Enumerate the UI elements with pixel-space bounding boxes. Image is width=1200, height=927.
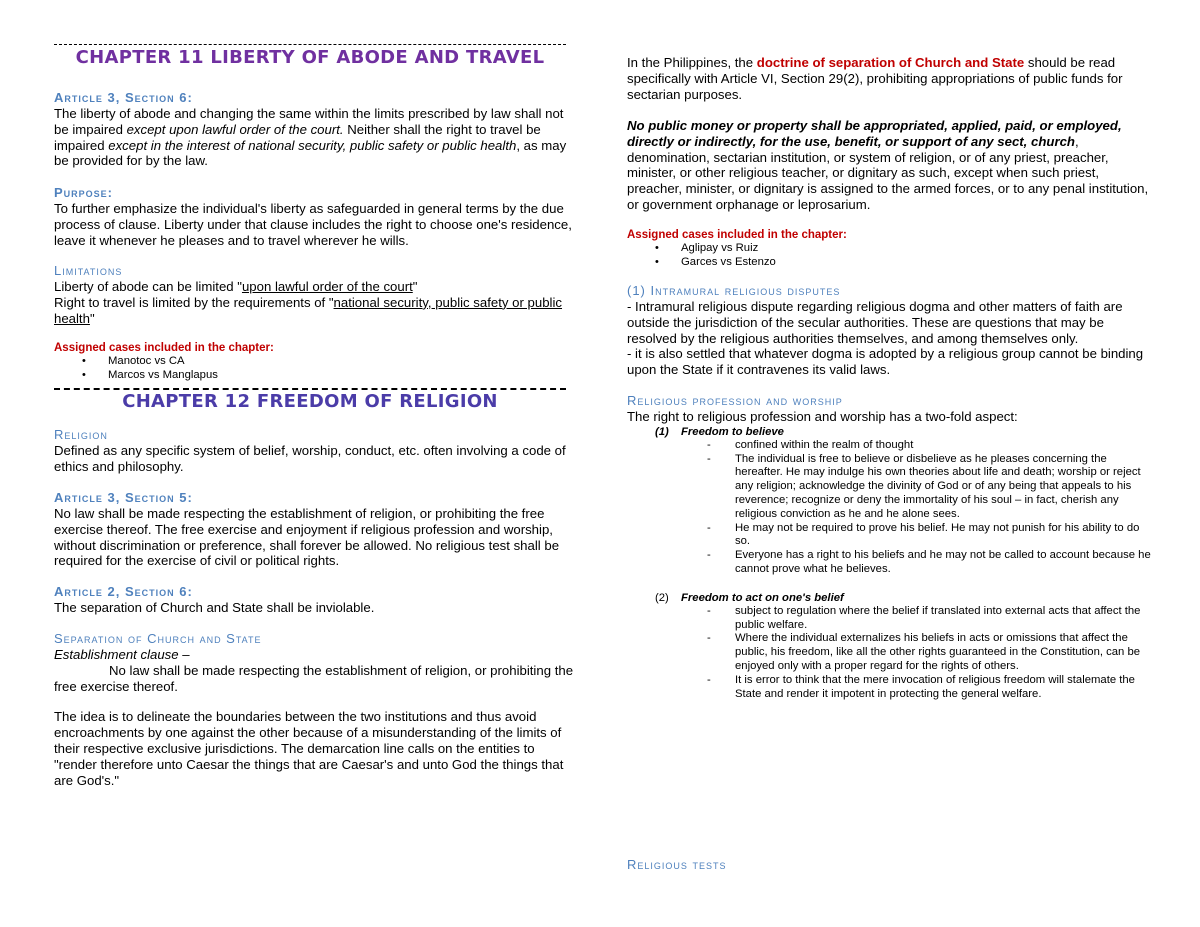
list-item: - Everyone has a right to his beliefs and he may not be called to account because he cannot prove what he believes. — [735, 549, 1152, 577]
freedom-to-believe-list — [627, 439, 1152, 577]
chapter-11-title: CHAPTER 11 LIBERTY OF ABODE AND TRAVEL — [75, 47, 545, 68]
profession-section — [627, 393, 1152, 701]
section-body: - it is also settled that whatever dogma is adopted by a religious group cannot be binding upon the State if it contravenes its valid laws. — [627, 346, 1144, 378]
establishment-clause: Establishment clause – — [54, 647, 190, 662]
section-heading: Article 3, Section 5: — [54, 490, 193, 505]
limitations-section — [54, 263, 579, 326]
freedom-to-act-heading: (2) Freedom to act on one's belief — [655, 591, 844, 604]
religion-section — [54, 427, 579, 475]
list-item: • Manotoc vs CA — [108, 355, 579, 369]
list-item: - Where the individual externalizes his beliefs in acts or omissions that affect the public, his freedom, like all the other rights guaranteed in the Constitution, can be enjoyed only with a proper regard for the rights of others. — [735, 632, 1152, 673]
list-item: • Aglipay vs Ruiz — [681, 242, 1152, 256]
section-body: The liberty of abode and changing the same within the limits prescribed by law shall not be impaired except upon lawful order of the court. Neither shall the right to travel be impaired except in the interest of national security, public safety or public health, as may be provided for by the law. — [54, 106, 567, 169]
intramural-section — [627, 283, 1152, 378]
article-3-section-5 — [54, 490, 579, 569]
list-item: • Garces vs Estenzo — [681, 256, 1152, 270]
section-heading: Religion — [54, 427, 108, 442]
case-list — [54, 355, 579, 383]
section-heading: Separation of Church and State — [54, 631, 262, 646]
section-heading: Religious tests — [627, 857, 727, 872]
list-item: • Marcos vs Manglapus — [108, 369, 579, 383]
article-2-section-6 — [54, 584, 579, 616]
limitation-travel: Right to travel is limited by the requirements of "national security, public safety or public health" — [54, 294, 563, 326]
section-heading: Purpose: — [54, 185, 114, 200]
divider-top — [54, 44, 566, 45]
section-body: - Intramural religious dispute regarding religious dogma and other matters of faith are outside the jurisdiction of the secular authorities. These are questions that may be resolved by the religious authorities themselves, and among themselves only. — [627, 299, 1123, 346]
section-heading: Article 3, Section 6: — [54, 90, 193, 105]
section-body: No law shall be made respecting the establishment of religion, or prohibiting the free exercise thereof. The free exercise and enjoyment if religious profession and worship, without discrimination or preference, shall forever be allowed. No religious test shall be required for the exercise of civil or political rights. — [54, 506, 560, 569]
article-3-section-6 — [54, 90, 579, 169]
chapter-12-title: CHAPTER 12 FREEDOM OF RELIGION — [122, 391, 498, 412]
section-heading: Article 2, Section 6: — [54, 584, 193, 599]
separation-idea: The idea is to delineate the boundaries between the two institutions and thus avoid encroachments by one against the other because of a misunderstanding of the limits of their respective exclusive jurisdictions. The demarcation line calls on the entities to "render therefore unto Caesar the things that are Caesar's and unto God the things that are God's." — [54, 709, 564, 788]
case-list — [627, 242, 1152, 270]
section-body: Defined as any specific system of belief, worship, conduct, etc. often involving a code of ethics and philosophy. — [54, 443, 566, 474]
section-body: The right to religious profession and worship has a two-fold aspect: — [627, 409, 1018, 424]
assigned-cases-label: Assigned cases included in the chapter: — [54, 342, 274, 354]
intro-paragraph: In the Philippines, the doctrine of separation of Church and State should be read specifically with Article VI, Section 29(2), prohibiting appropriations of public funds for sectarian purposes. — [627, 55, 1123, 102]
assigned-cases-label: Assigned cases included in the chapter: — [627, 229, 847, 241]
clause-text: No law shall be made respecting the establishment of religion, or prohibiting the free exercise thereof. — [54, 662, 574, 694]
religious-tests-section — [627, 857, 1152, 873]
section-heading: Limitations — [54, 263, 123, 278]
separation-section — [54, 631, 579, 788]
divider-middle — [54, 388, 566, 390]
freedom-to-believe-heading: (1) Freedom to believe — [655, 425, 784, 438]
list-item: - It is error to think that the mere invocation of religious freedom will stalemate the State and render it impotent in protecting the general welfare. — [735, 674, 1152, 702]
list-item: - confined within the realm of thought — [735, 439, 1152, 453]
list-item: - subject to regulation where the belief if translated into external acts that affect the public welfare. — [735, 605, 1152, 633]
freedom-to-act-list — [627, 605, 1152, 702]
assigned-cases-ch11 — [54, 341, 579, 383]
section-heading: (1) Intramural religious disputes — [627, 283, 841, 298]
section-body: To further emphasize the individual's liberty as safeguarded in general terms by the due process of clause. Liberty under that clause includes the right to choose one's residence, leave it whenever he pleases and to travel wherever he wills. — [54, 201, 572, 248]
assigned-cases-ch12 — [627, 228, 1152, 270]
public-money-paragraph: No public money or property shall be appropriated, applied, paid, or employed, directly or indirectly, for the use, benefit, or support of any sect, church, denomination, sectarian institution, or system of religion, or of any priest, preacher, minister, or other religious teacher, or dignitary as such, except when such priest, preacher, minister, or dignitary is assigned to the armed forces, or to any penal institution, or government orphanage or leprosarium. — [627, 118, 1149, 212]
purpose-section — [54, 185, 579, 248]
list-item: - He may not be required to prove his belief. He may not punish for his ability to do so. — [735, 522, 1152, 550]
section-heading: Religious profession and worship — [627, 393, 843, 408]
limitation-abode: Liberty of abode can be limited "upon lawful order of the court" — [54, 279, 418, 294]
list-item: - The individual is free to believe or disbelieve as he pleases concerning the hereafter. He may indulge his own theories about life and death; worship or reject any religion; acknowledge the divinity of God or of any being that appeals to his reverence; recognize or deny the immortality of his soul – in fact, cherish any religious conviction as he and he alone sees. — [735, 453, 1152, 522]
section-body: The separation of Church and State shall be inviolable. — [54, 600, 375, 615]
